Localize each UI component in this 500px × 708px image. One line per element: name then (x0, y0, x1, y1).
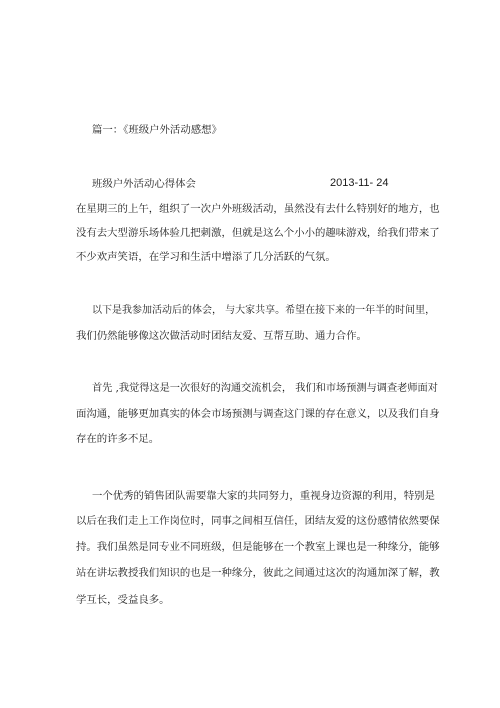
paragraph-4-line-4: 站在讲坛教授我们知识的也是一种缘分，彼此之间通过这次的沟通加深了解，教 (76, 567, 440, 579)
paragraph-3-line-2: 面沟通，能够更加真实的体会市场预测与调查这门课的存在意义，以及我们自身 (76, 408, 440, 420)
paragraph-4-line-3: 持。我们虽然是同专业不同班级，但是能够在一个教室上课也是一种缘分，能够 (76, 541, 440, 553)
paragraph-3-line-1: 首先 ,我觉得这是一次很好的沟通交流机会， 我们和市场预测与调查老师面对 (92, 383, 438, 394)
paragraph-1-line-1: 在星期三的上午，组织了一次户外班级活动，虽然没有去什么特别好的地方，也 (76, 203, 440, 215)
paragraph-2-line-1: 以下是我参加活动后的体会， 与大家共享。希望在接下来的一年半的时间里， (92, 305, 436, 316)
document-heading: 篇一：《班级户外活动感想》 (92, 124, 222, 136)
paragraph-4-line-5: 学互长，受益良多。 (76, 594, 170, 606)
paragraph-1-line-3: 不少欢声笑语，在学习和生活中增添了几分活跃的气氛。 (76, 251, 336, 263)
paragraph-3-line-3: 存在的许多不足。 (76, 433, 160, 445)
paragraph-2-line-2: 我们仍然能够像这次做活动时团结友爱、互帮互助、通力合作。 (76, 330, 367, 342)
paragraph-1-line-2: 没有去大型游乐场体验几把刺激，但就是这么个小小的趣味游戏，给我们带来了 (76, 227, 440, 239)
document-date: 2013-11- 24 (330, 177, 389, 189)
paragraph-4-line-2: 以后在我们走上工作岗位时，同事之间相互信任，团结友爱的这份感情依然要保 (76, 515, 440, 527)
paragraph-4-line-1: 一个优秀的销售团队需要靠大家的共同努力，重视身边资源的利用，特别是 (92, 490, 435, 502)
document-subtitle: 班级户外活动心得体会 (92, 178, 196, 190)
